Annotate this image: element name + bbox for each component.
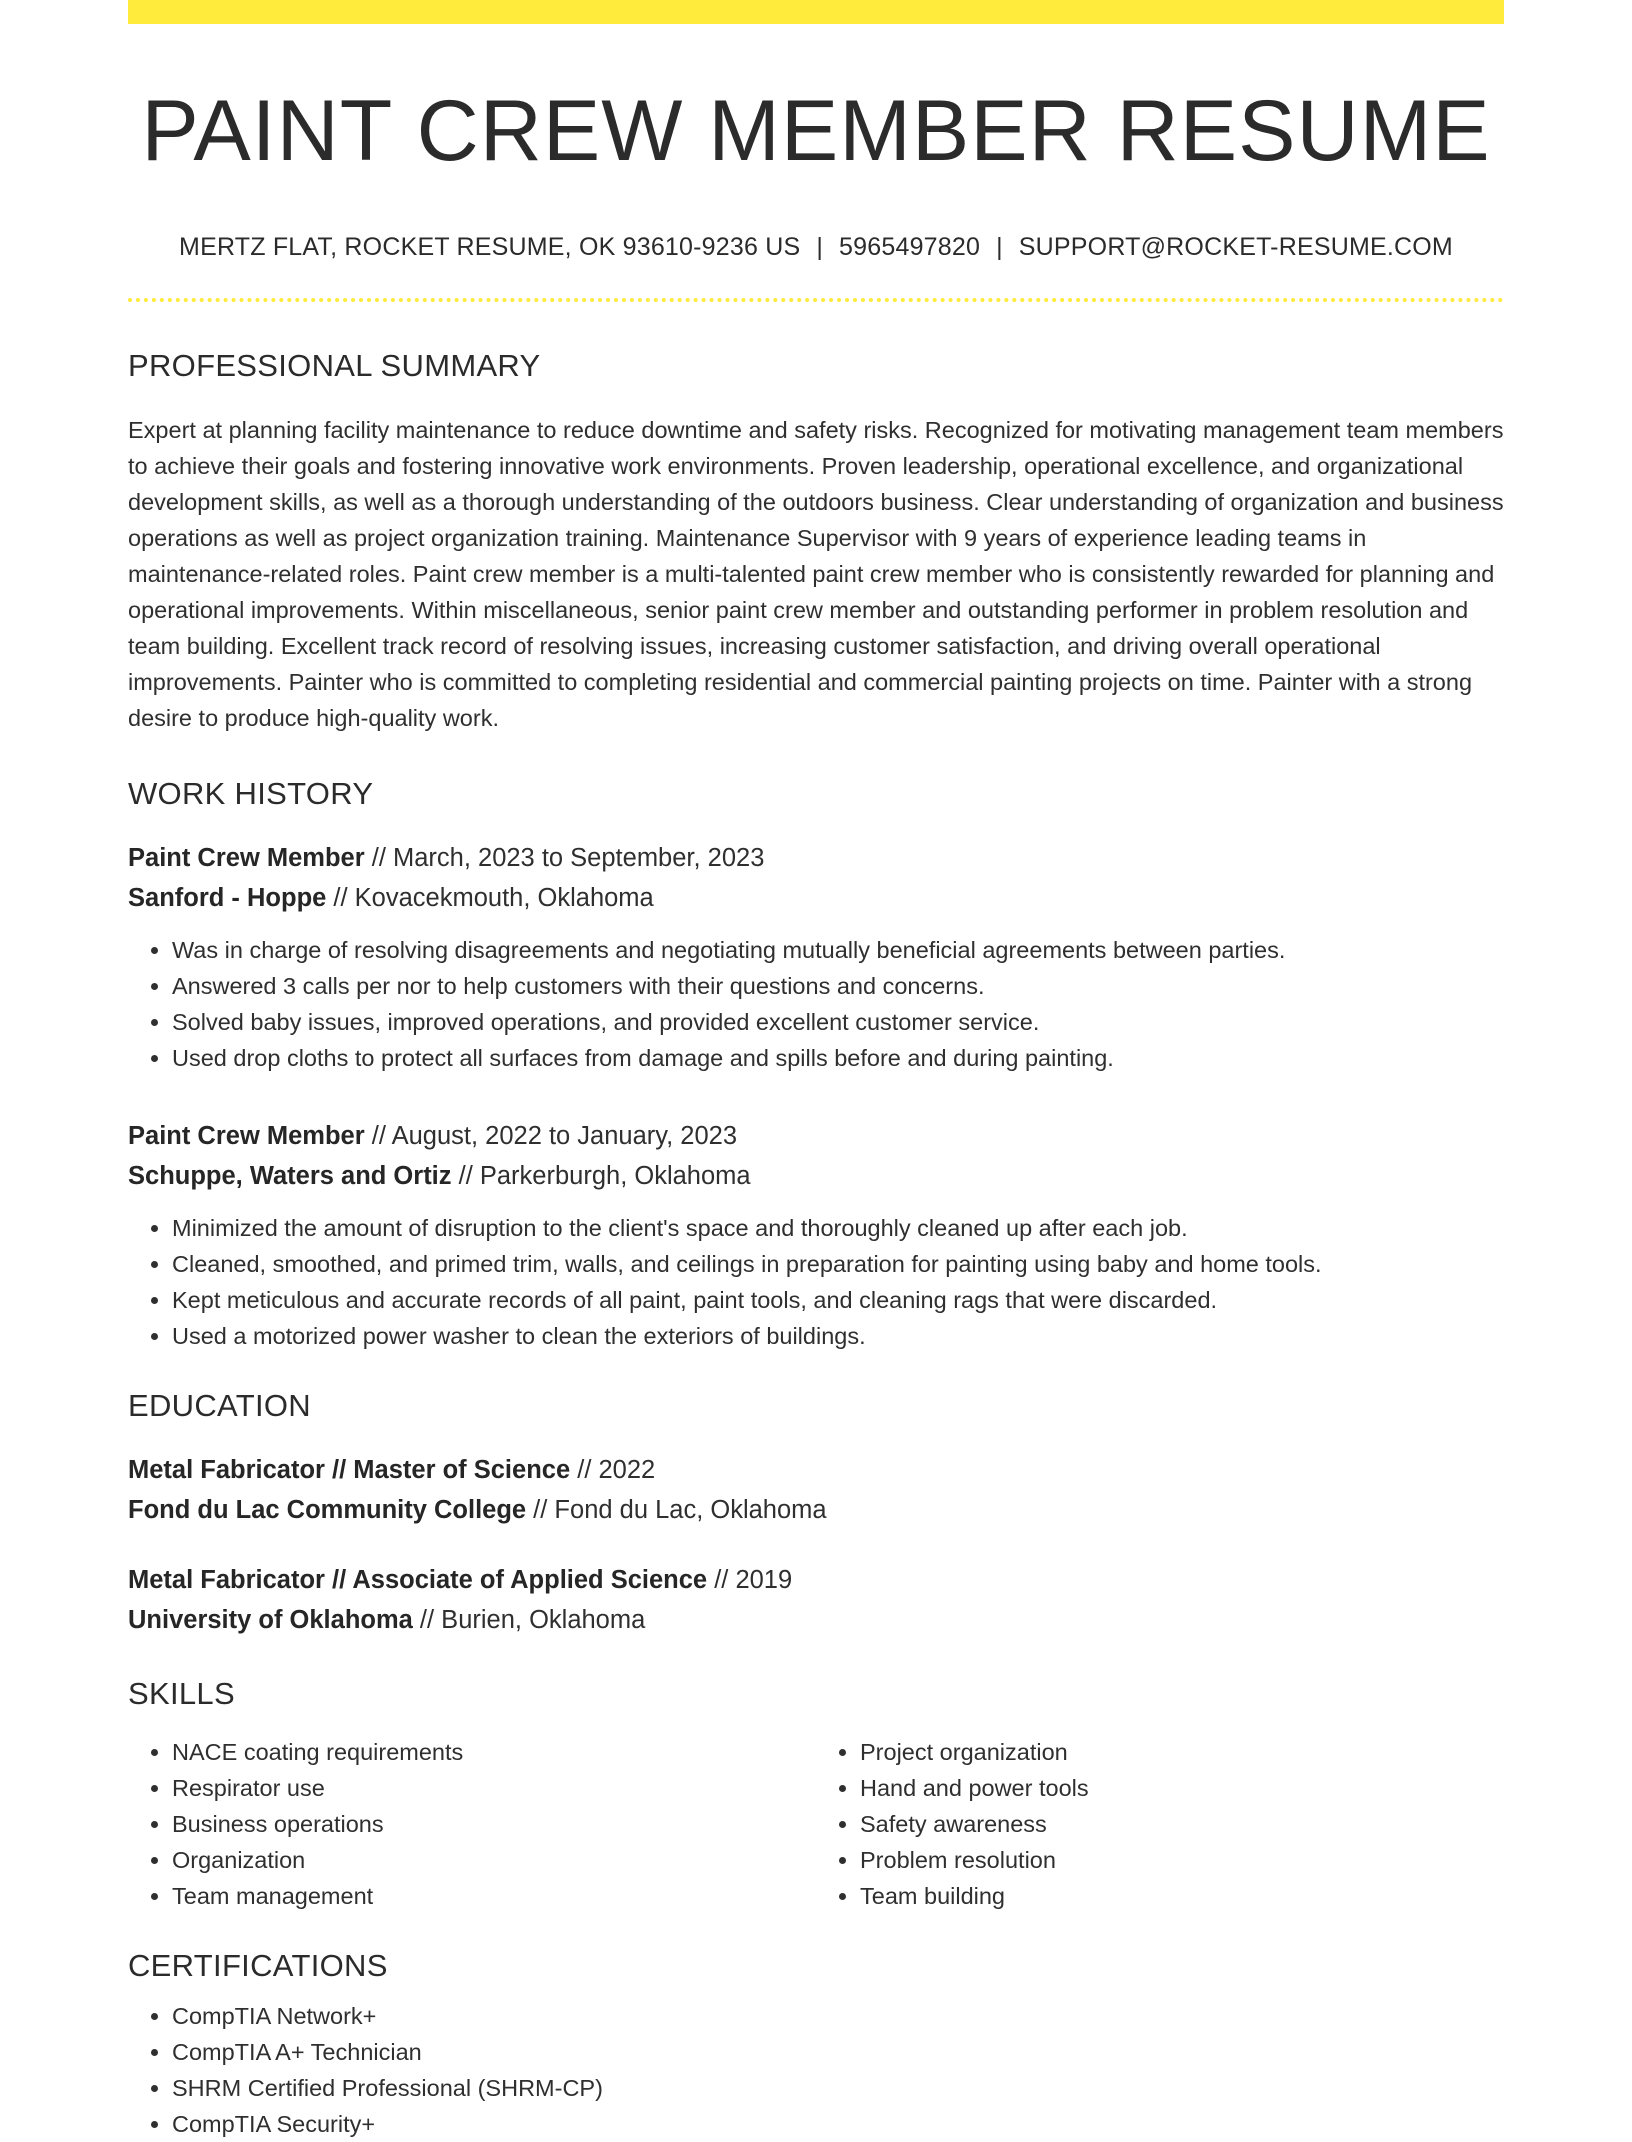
job-title: Paint Crew Member xyxy=(128,843,365,872)
certification-item: • CompTIA A+ Technician xyxy=(172,2034,1504,2070)
education-year: // 2019 xyxy=(707,1565,793,1594)
certification-list xyxy=(128,1998,1504,2142)
resume-title: PAINT CREW MEMBER RESUME xyxy=(141,83,1491,179)
skill-item: • NACE coating requirements xyxy=(172,1734,816,1770)
job-company-line xyxy=(128,1156,1504,1196)
education-entry xyxy=(128,1450,1504,1530)
skill-item: • Problem resolution xyxy=(860,1842,1504,1878)
job-bullet: • Used drop cloths to protect all surfaces from damage and spills before and during painting. xyxy=(172,1040,1504,1076)
certification-item: • CompTIA Security+ xyxy=(172,2106,1504,2142)
education-location: // Burien, Oklahoma xyxy=(412,1605,646,1634)
job-bullet-list xyxy=(128,932,1504,1076)
section-heading-summary: PROFESSIONAL SUMMARY xyxy=(128,347,541,383)
job-dates: // March, 2023 to September, 2023 xyxy=(364,843,765,872)
job-company: Schuppe, Waters and Ortiz xyxy=(128,1161,452,1190)
resume-page xyxy=(128,0,1504,2142)
contact-email: SUPPORT@ROCKET-RESUME.COM xyxy=(1018,232,1453,261)
skill-item: • Safety awareness xyxy=(860,1806,1504,1842)
section-heading-education: EDUCATION xyxy=(128,1387,311,1423)
job-bullet: • Was in charge of resolving disagreements and negotiating mutually beneficial agreements between parties. xyxy=(172,932,1504,968)
skills-grid xyxy=(128,1734,1504,1914)
job-bullet: • Used a motorized power washer to clean the exteriors of buildings. xyxy=(172,1318,1504,1354)
contact-line xyxy=(128,233,1504,262)
job-bullet: • Minimized the amount of disruption to the client's space and thoroughly cleaned up after each job. xyxy=(172,1210,1504,1246)
education-degree-line xyxy=(128,1560,1504,1600)
certification-item: • CompTIA Network+ xyxy=(172,1998,1504,2034)
summary-paragraph: Expert at planning facility maintenance to reduce downtime and safety risks. Recognized for motivating management team members to achieve their goals and fostering innovative work environments. Proven leadership, operational excellence, and organizational development skills, as well as a thorough understanding of the outdoors business. Clear understanding of organization and business operations as well as project organization training. Maintenance Supervisor with 9 years of experience leading teams in maintenance-related roles. Paint crew member is a multi-talented paint crew member who is consistently rewarded for planning and operational improvements. Within miscellaneous, senior paint crew member and outstanding performer in problem resolution and team building. Excellent track record of resolving issues, increasing customer satisfaction, and driving overall operational improvements. Painter who is committed to completing residential and commercial painting projects on time. Painter with a strong desire to produce high-quality work. xyxy=(128,416,1504,731)
job-location: // Parkerburgh, Oklahoma xyxy=(451,1161,751,1190)
contact-separator: | xyxy=(816,232,824,261)
job-bullet: • Cleaned, smoothed, and primed trim, walls, and ceilings in preparation for painting using baby and home tools. xyxy=(172,1246,1504,1282)
education-school-line xyxy=(128,1600,1504,1640)
skill-item: • Team management xyxy=(172,1878,816,1914)
section-heading-work-history: WORK HISTORY xyxy=(128,775,374,811)
education-degree: Metal Fabricator // Master of Science xyxy=(128,1455,571,1484)
skills-list-left xyxy=(128,1734,816,1914)
job-title-line xyxy=(128,838,1504,878)
job-company: Sanford - Hoppe xyxy=(128,883,327,912)
education-school: University of Oklahoma xyxy=(128,1605,413,1634)
job-company-line xyxy=(128,878,1504,918)
accent-top-bar xyxy=(128,0,1504,24)
job-bullet: • Kept meticulous and accurate records of all paint, paint tools, and cleaning rags that were discarded. xyxy=(172,1282,1504,1318)
education-degree-line xyxy=(128,1450,1504,1490)
education-school: Fond du Lac Community College xyxy=(128,1495,527,1524)
skill-item: • Project organization xyxy=(860,1734,1504,1770)
contact-phone: 5965497820 xyxy=(839,232,981,261)
education-entry xyxy=(128,1560,1504,1640)
education-degree: Metal Fabricator // Associate of Applied Science xyxy=(128,1565,708,1594)
contact-separator: | xyxy=(996,232,1003,261)
section-heading-skills: SKILLS xyxy=(128,1675,235,1711)
contact-address: MERTZ FLAT, ROCKET RESUME, OK 93610-9236 US xyxy=(179,232,801,261)
skill-item: • Team building xyxy=(860,1878,1504,1914)
job-dates: // August, 2022 to January, 2023 xyxy=(364,1121,738,1150)
education-location: // Fond du Lac, Oklahoma xyxy=(526,1495,827,1524)
job-title: Paint Crew Member xyxy=(128,1121,365,1150)
job-bullet: • Solved baby issues, improved operations, and provided excellent customer service. xyxy=(172,1004,1504,1040)
section-heading-certifications: CERTIFICATIONS xyxy=(128,1947,388,1983)
education-school-line xyxy=(128,1490,1504,1530)
job-bullet-list xyxy=(128,1210,1504,1354)
skill-item: • Hand and power tools xyxy=(860,1770,1504,1806)
job-bullet: • Answered 3 calls per nor to help customers with their questions and concerns. xyxy=(172,968,1504,1004)
certification-item: • SHRM Certified Professional (SHRM-CP) xyxy=(172,2070,1504,2106)
skill-item: • Business operations xyxy=(172,1806,816,1842)
job-location: // Kovacekmouth, Oklahoma xyxy=(326,883,654,912)
job-entry xyxy=(128,838,1504,1076)
skill-item: • Organization xyxy=(172,1842,816,1878)
skills-list-right xyxy=(816,1734,1504,1914)
education-year: // 2022 xyxy=(570,1455,656,1484)
job-title-line xyxy=(128,1116,1504,1156)
skill-item: • Respirator use xyxy=(172,1770,816,1806)
dotted-divider xyxy=(128,298,1504,302)
job-entry xyxy=(128,1116,1504,1354)
